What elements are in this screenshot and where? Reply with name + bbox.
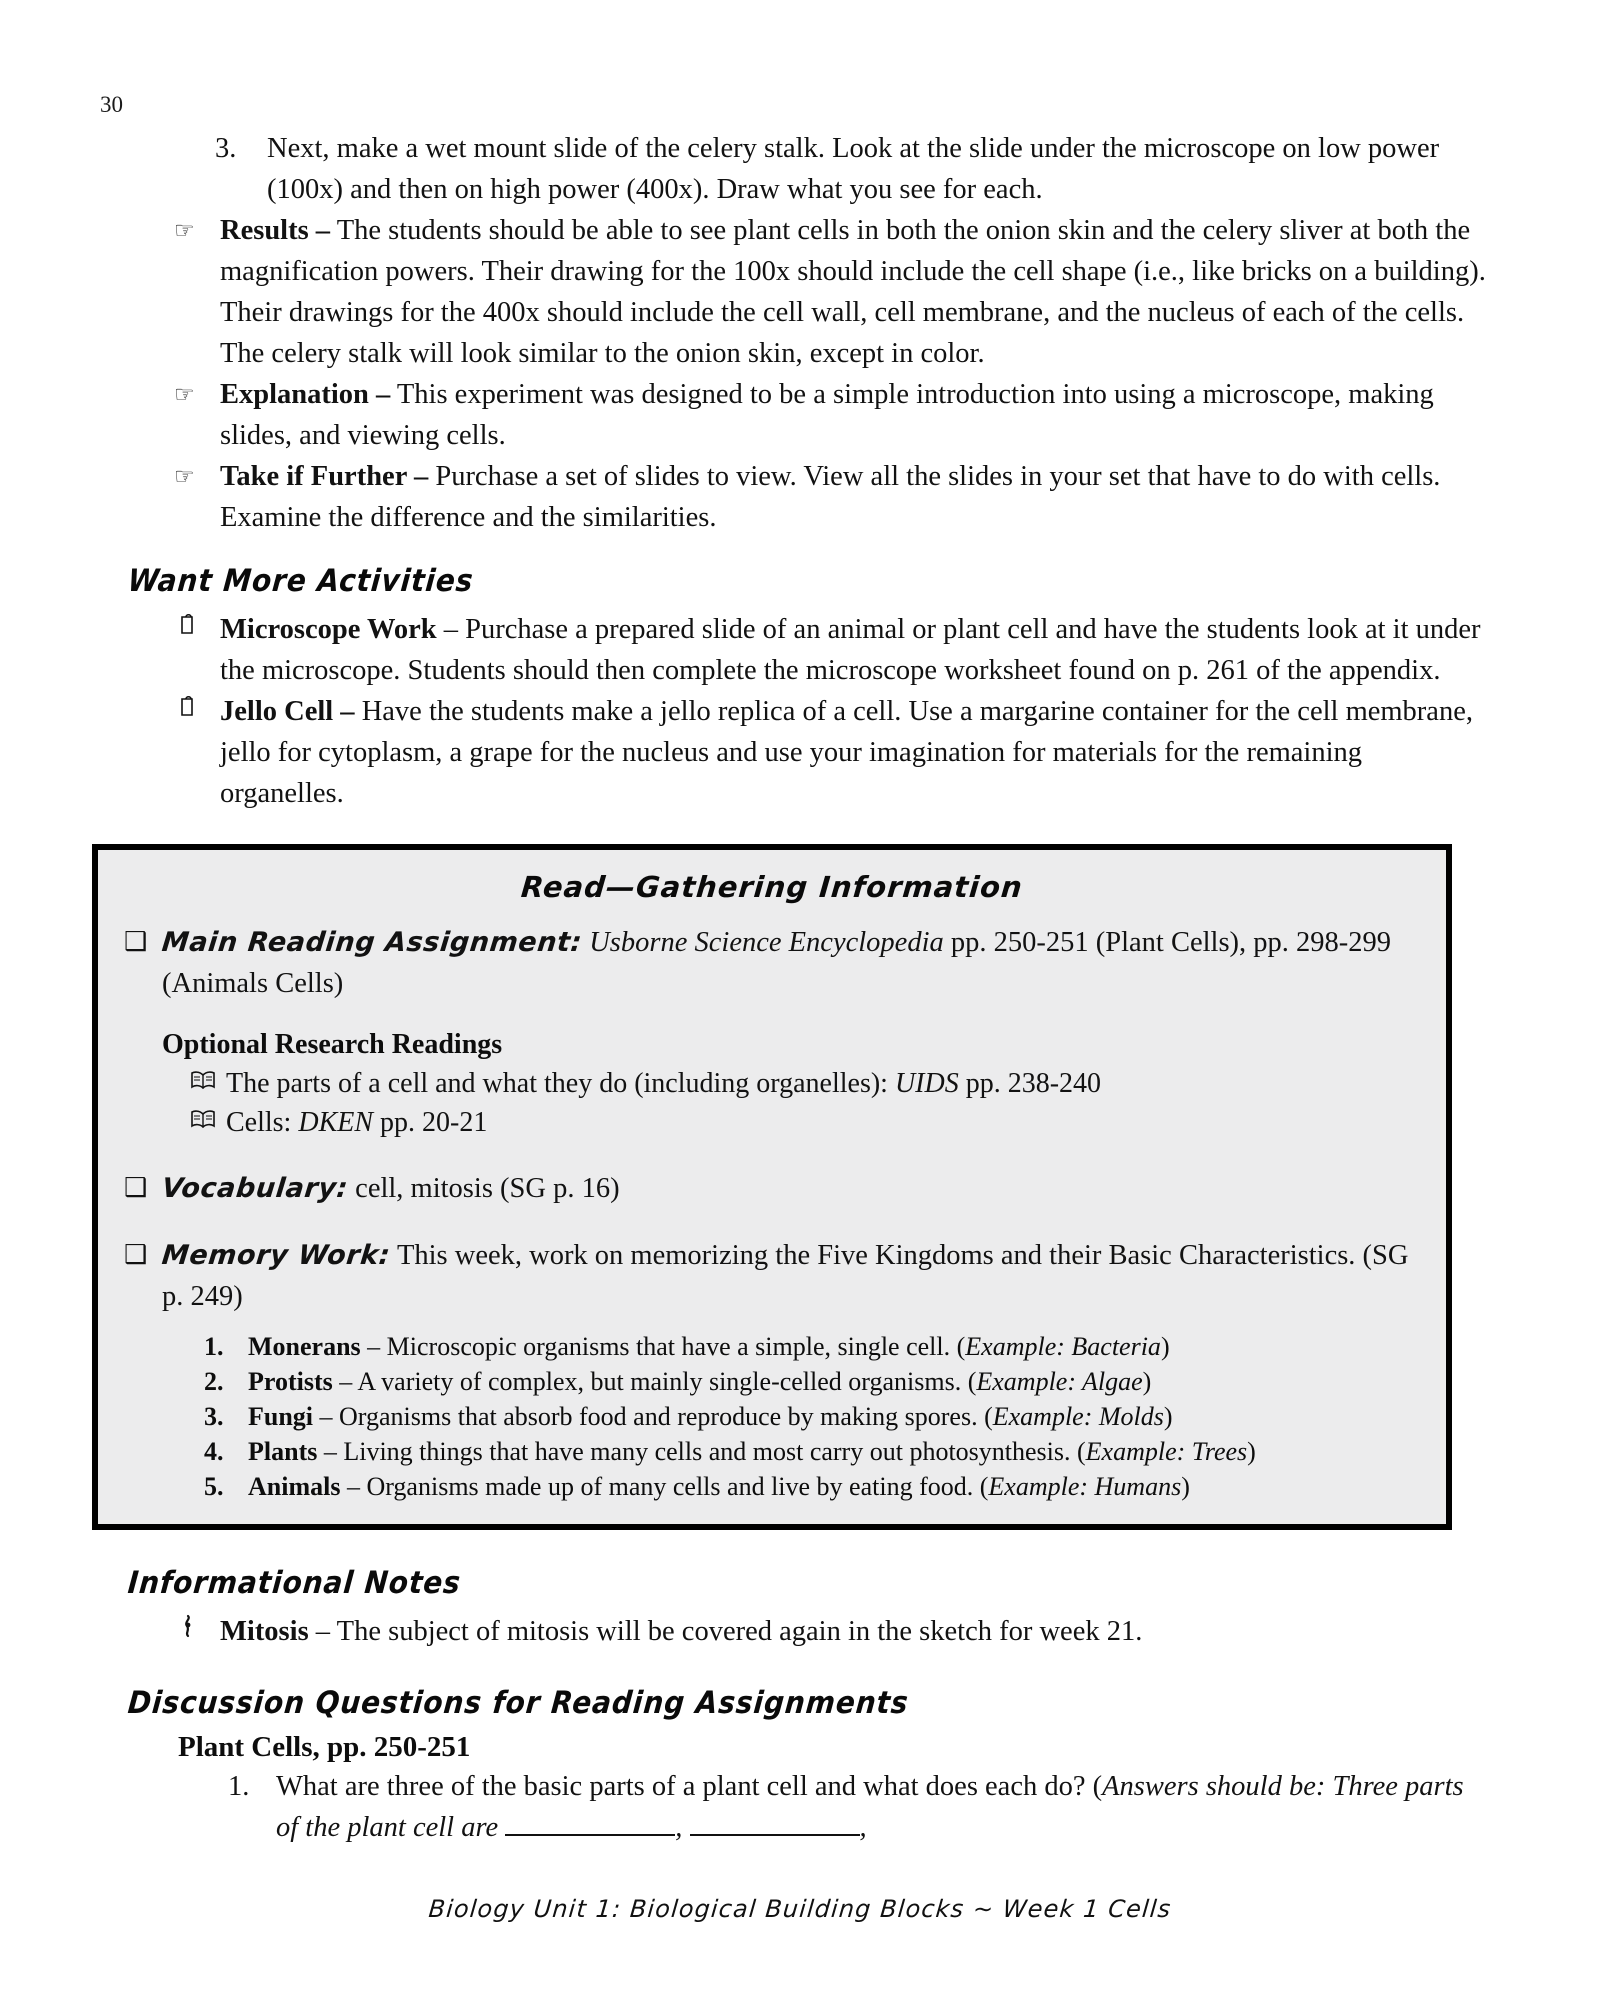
kingdom-desc: Organisms made up of many cells and live by eating food. (	[366, 1472, 989, 1501]
item-dash: –	[367, 1332, 381, 1361]
optional-reading-item	[190, 1064, 1424, 1103]
box-item-vocabulary	[120, 1168, 1424, 1209]
item-body	[162, 922, 1424, 1004]
answer-comma: ,	[859, 1812, 867, 1843]
checkbox-icon[interactable]: ❑	[124, 1173, 148, 1202]
open-book-icon-svg	[190, 1070, 216, 1090]
item-body	[220, 691, 1490, 814]
box-title: Read—Gathering Information	[519, 870, 1025, 904]
kingdom-name: Fungi	[248, 1402, 314, 1431]
item-label: Explanation –	[220, 379, 391, 410]
open-book-icon	[190, 1103, 226, 1142]
question-body	[276, 1766, 1490, 1848]
item-body	[220, 1611, 1490, 1652]
flourish-icon-svg	[180, 1614, 196, 1638]
answer-blank[interactable]	[690, 1816, 860, 1836]
spacer	[120, 1004, 1424, 1026]
item-body	[248, 1364, 1424, 1399]
kingdom-name: Animals	[248, 1472, 341, 1501]
box-item-memory-work	[120, 1235, 1424, 1317]
item-label: Mitosis	[220, 1616, 309, 1647]
kingdom-example: Example: Trees	[1085, 1437, 1248, 1466]
paren-close: )	[1142, 1367, 1152, 1396]
item-number: 1.	[204, 1332, 224, 1361]
experiment-item-results	[170, 210, 1490, 374]
source-title: Usborne Science Encyclopedia	[589, 927, 944, 958]
kingdom-name: Plants	[248, 1437, 318, 1466]
item-body	[220, 210, 1490, 374]
item-body	[248, 1399, 1424, 1434]
item-dash: –	[315, 1616, 331, 1647]
source-pages: pp. 250-251 (Plant Cells), pp. 298-299 (Animals Cells)	[162, 927, 1392, 999]
item-text: Purchase a prepared slide of an animal or plant cell and have the students look at it under the microscope. Students should then complete the microscope worksheet found on p. 261 of the appendix.	[220, 614, 1481, 686]
paren-close: )	[1247, 1437, 1256, 1466]
item-text: The students should be able to see plant cells in both the onion skin and the celery sliver at both the magnification powers. Their drawing for the 100x should include the cell shape (i.e., like bricks on a building). Their drawings for the 400x should include the cell wall, cell membrane, and the nucleus of each of the cells. The celery stalk will look similar to the onion skin, except in color.	[220, 215, 1486, 369]
page-number: 30	[100, 92, 123, 117]
discussion-subheading: Plant Cells, pp. 250-251	[178, 1731, 471, 1763]
page-content	[120, 128, 1490, 1848]
item-number: 3.	[204, 1402, 224, 1431]
tag-icon-svg	[178, 613, 198, 637]
item-text: Purchase a set of slides to view. View all the slides in your set that have to do with cells. Examine the difference and the similarities.	[220, 461, 1441, 533]
kingdom-example: Example: Bacteria	[965, 1332, 1161, 1361]
paren-close: )	[1181, 1472, 1190, 1501]
item-dash: –	[443, 614, 459, 645]
item-body	[162, 1168, 1424, 1209]
list-item	[204, 1329, 1424, 1364]
section-heading-discussion-questions: Discussion Questions for Reading Assignments	[126, 1684, 911, 1721]
kingdom-desc: A variety of complex, but mainly single-celled organisms. (	[357, 1367, 977, 1396]
step-number: 3.	[215, 133, 237, 164]
item-dash: –	[323, 1437, 337, 1466]
paren-close: )	[1163, 1402, 1173, 1431]
answer-hint: Answers should be: Three parts of the plant cell are	[276, 1771, 1464, 1843]
list-item	[204, 1434, 1424, 1469]
discussion-question	[228, 1766, 1490, 1848]
item-body	[220, 609, 1490, 691]
open-book-icon	[190, 1064, 226, 1103]
kingdom-name: Monerans	[248, 1332, 361, 1361]
item-text: The subject of mitosis will be covered again in the sketch for week 21.	[336, 1616, 1143, 1647]
item-number: 5.	[204, 1472, 224, 1501]
item-body	[248, 1434, 1424, 1469]
pointing-hand-icon: ☞	[174, 382, 195, 407]
reading-abbr: DKEN	[298, 1107, 374, 1138]
list-item	[204, 1469, 1424, 1504]
reading-post: pp. 20-21	[373, 1107, 488, 1138]
activity-item-jello-cell	[178, 691, 1490, 814]
pointing-hand-icon: ☞	[174, 464, 195, 489]
spacer	[120, 1209, 1424, 1231]
item-label: Vocabulary:	[160, 1173, 350, 1204]
item-label: Results –	[220, 215, 331, 246]
info-note-item	[172, 1611, 1490, 1652]
activity-item-microscope-work	[178, 609, 1490, 691]
item-body	[248, 1469, 1424, 1504]
checkbox-icon[interactable]: ❑	[124, 1240, 148, 1269]
item-label: Microscope Work	[220, 614, 437, 645]
kingdom-desc: Microscopic organisms that have a simple, single cell. (	[386, 1332, 966, 1361]
reading-pre: Cells:	[226, 1107, 299, 1138]
kingdom-name: Protists	[248, 1367, 333, 1396]
item-dash: –	[339, 1367, 353, 1396]
item-body	[220, 456, 1490, 538]
item-text: This week, work on memorizing the Five Kingdoms and their Basic Characteristics. (SG p. 249)	[162, 1240, 1409, 1312]
item-text: This experiment was designed to be a simple introduction into using a microscope, making slides, and viewing cells.	[220, 379, 1434, 451]
five-kingdoms-list	[204, 1329, 1424, 1504]
tag-icon	[178, 691, 220, 732]
item-body	[226, 1103, 1424, 1142]
box-item-main-reading	[120, 922, 1424, 1004]
kingdom-desc: Living things that have many cells and most carry out photosynthesis. (	[343, 1437, 1086, 1466]
open-book-icon-svg	[190, 1109, 216, 1129]
kingdom-example: Example: Molds	[992, 1402, 1164, 1431]
optional-reading-item	[190, 1103, 1424, 1142]
reading-pre: The parts of a cell and what they do (including organelles):	[226, 1068, 895, 1099]
paren-close: )	[1160, 1332, 1170, 1361]
item-body	[162, 1235, 1424, 1317]
checkbox-icon[interactable]: ❑	[124, 927, 148, 956]
reading-post: pp. 238-240	[958, 1068, 1102, 1099]
item-body	[220, 374, 1490, 456]
experiment-step	[215, 128, 1490, 210]
answer-blank[interactable]	[505, 1816, 675, 1836]
step-text: Next, make a wet mount slide of the celery stalk. Look at the slide under the microscope on low power (100x) and then on high power (400x). Draw what you see for each.	[267, 133, 1440, 205]
reading-abbr: UIDS	[894, 1068, 959, 1099]
pointing-hand-icon: ☞	[174, 218, 195, 243]
spacer	[120, 1142, 1424, 1164]
kingdom-example: Example: Humans	[988, 1472, 1182, 1501]
answer-comma: ,	[675, 1812, 690, 1843]
question-text: What are three of the basic parts of a plant cell and what does each do? (	[276, 1771, 1103, 1802]
flourish-icon	[172, 1611, 220, 1652]
item-label: Memory Work:	[160, 1240, 392, 1271]
question-number: 1.	[228, 1771, 250, 1802]
tag-icon	[178, 609, 220, 650]
experiment-item-take-further	[170, 456, 1490, 538]
tag-icon-svg	[178, 695, 198, 719]
item-number: 2.	[204, 1367, 224, 1396]
item-label: Main Reading Assignment:	[160, 927, 584, 958]
item-body	[248, 1329, 1424, 1364]
item-label: Take if Further –	[220, 461, 429, 492]
kingdom-desc: Organisms that absorb food and reproduce by making spores. (	[339, 1402, 993, 1431]
item-text: Have the students make a jello replica of a cell. Use a margarine container for the cell membrane, jello for cytoplasm, a grape for the nucleus and use your imagination for materials for the remaining organelles.	[220, 696, 1473, 809]
optional-readings-heading: Optional Research Readings	[162, 1029, 503, 1060]
item-body	[226, 1064, 1424, 1103]
item-text: cell, mitosis (SG p. 16)	[355, 1173, 620, 1204]
experiment-item-explanation	[170, 374, 1490, 456]
kingdom-example: Example: Algae	[976, 1367, 1143, 1396]
section-heading-informational-notes: Informational Notes	[126, 1564, 463, 1601]
list-item	[204, 1399, 1424, 1434]
section-heading-want-more: Want More Activities	[126, 562, 476, 599]
item-label: Jello Cell –	[220, 696, 355, 727]
item-dash: –	[319, 1402, 333, 1431]
page-footer: Biology Unit 1: Biological Building Blocks ~ Week 1 Cells	[427, 1895, 1173, 1923]
item-dash: –	[346, 1472, 360, 1501]
read-gathering-information-box	[92, 844, 1452, 1530]
list-item	[204, 1364, 1424, 1399]
answer-tail	[498, 1812, 867, 1843]
item-number: 4.	[204, 1437, 224, 1466]
